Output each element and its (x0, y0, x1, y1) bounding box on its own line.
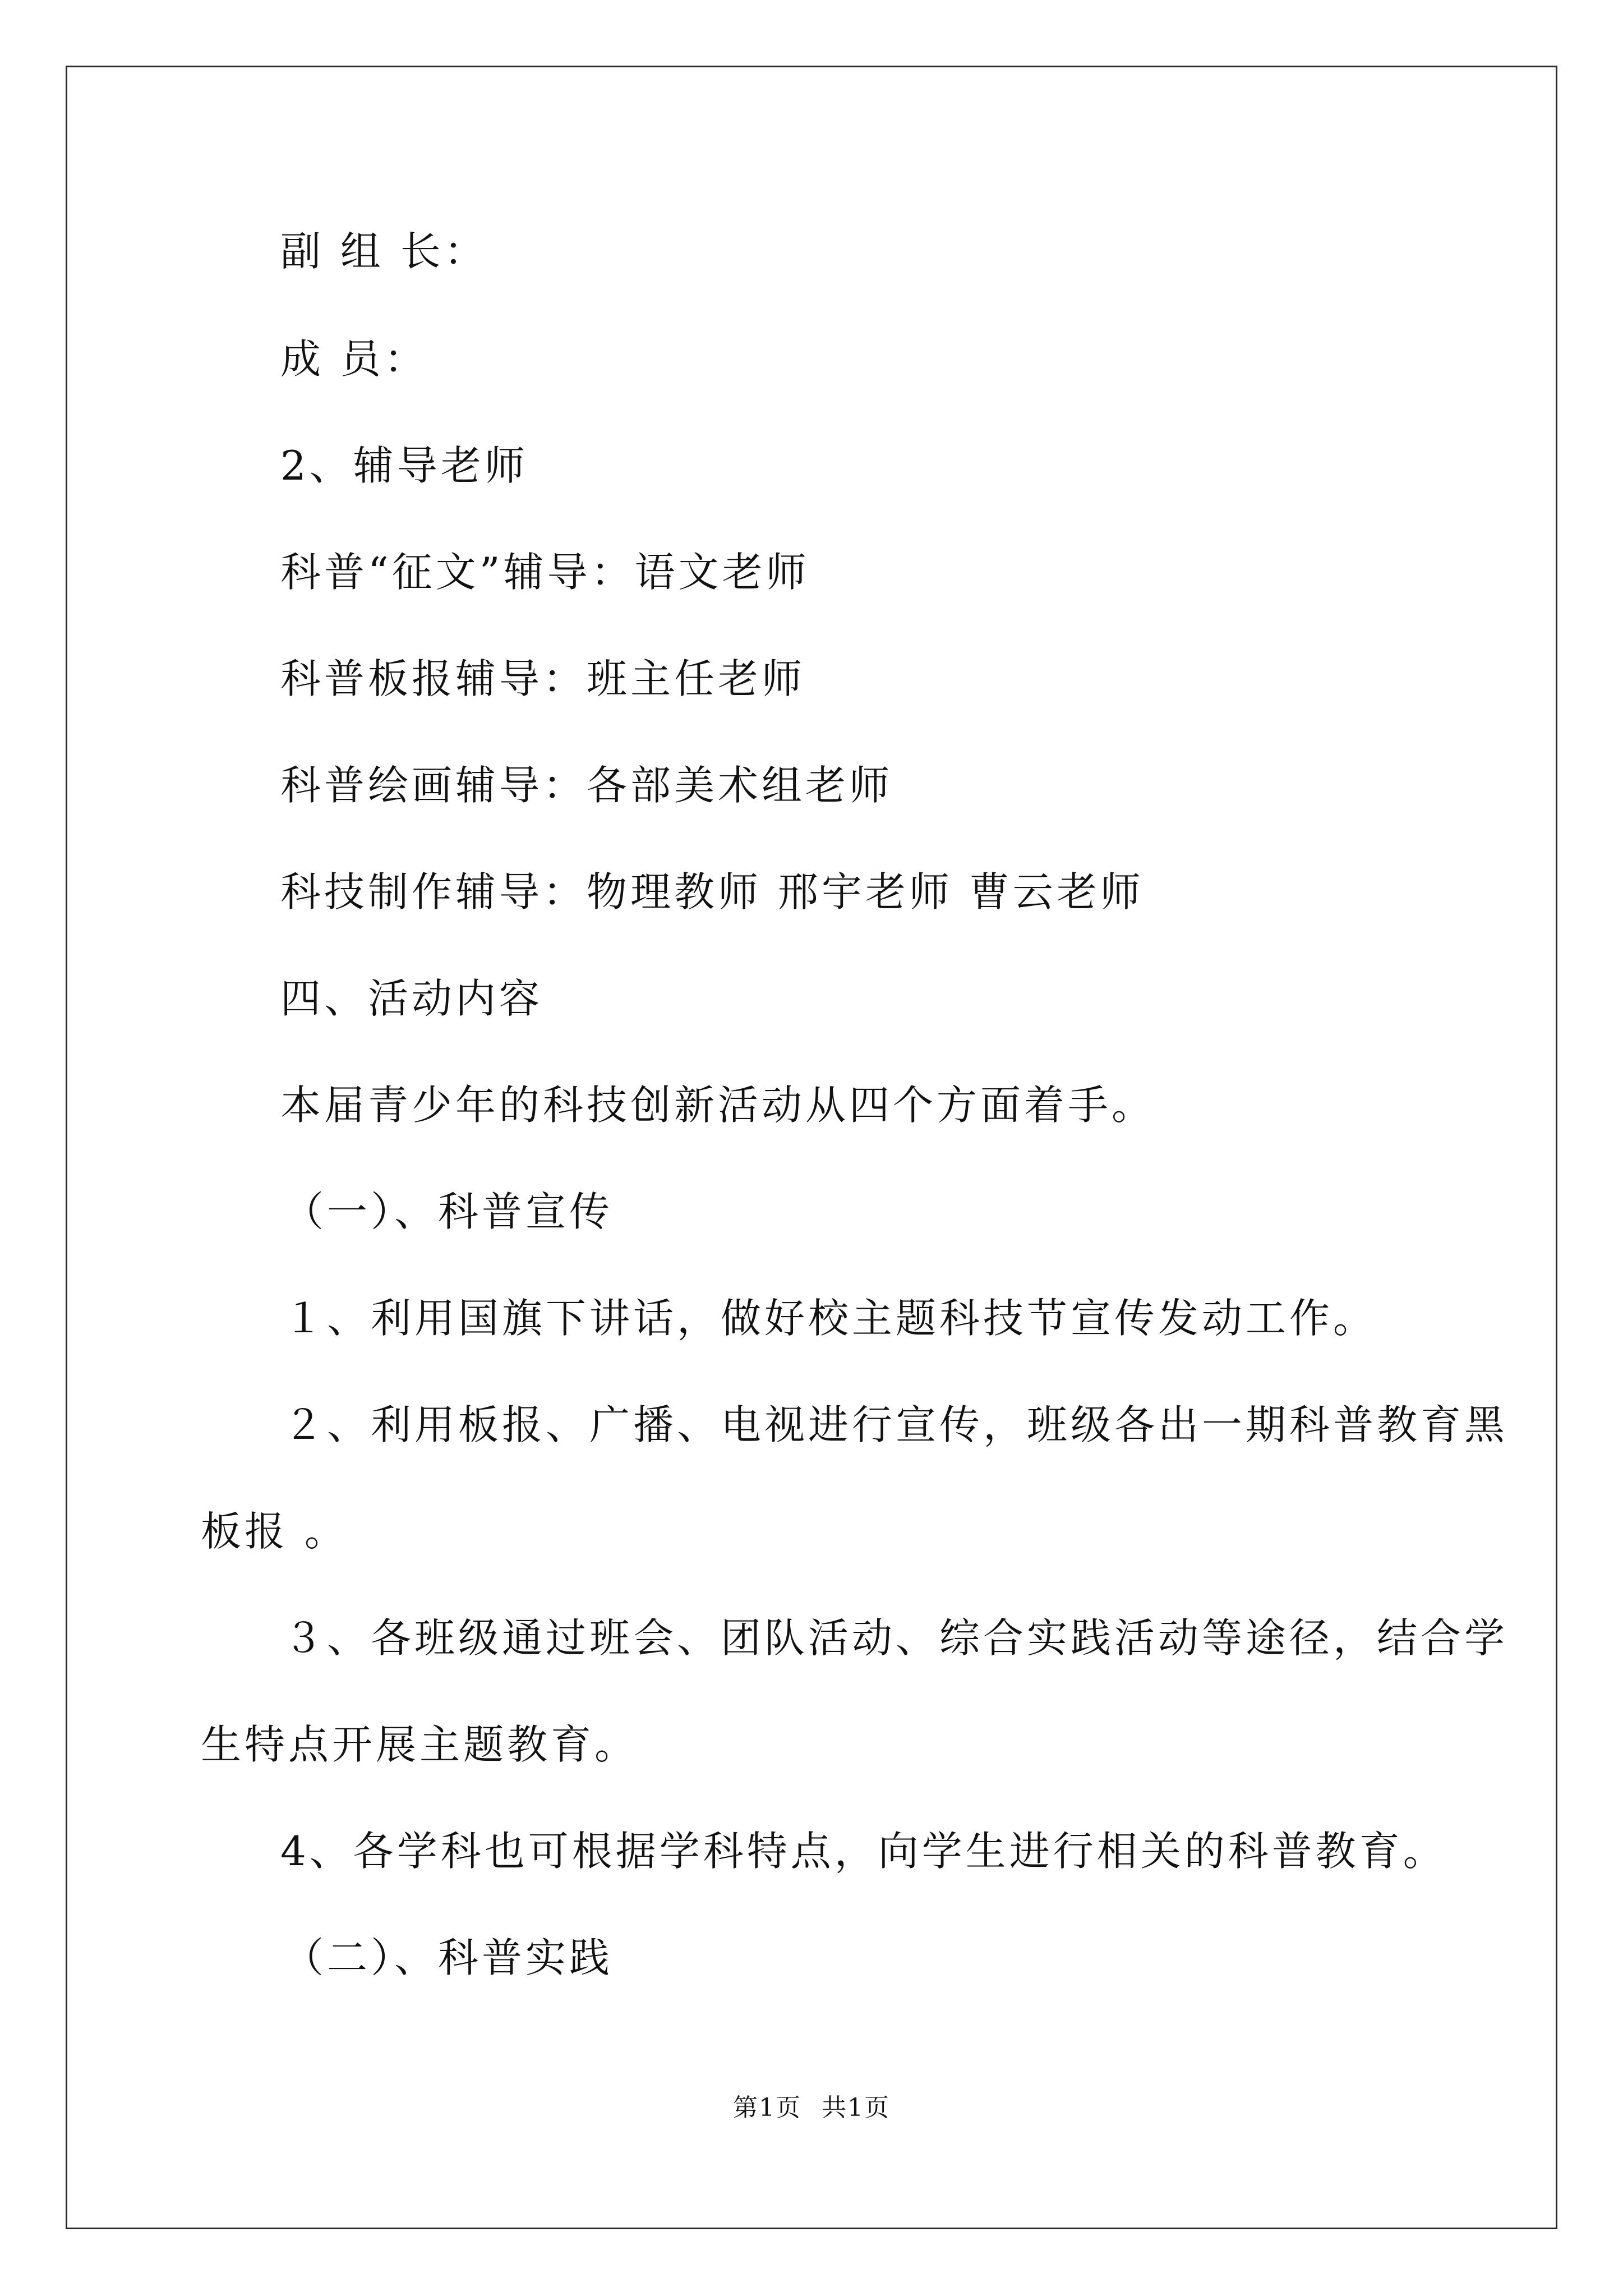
page-footer: 第1页 共1页 (733, 2093, 890, 2122)
publicity-item-3: ３、各班级通过班会、团队活动、综合实践活动等途径，结合学 (283, 1614, 1509, 1662)
tech-making-tutor-line: 科技制作辅导：物理教师 邢宇老师 曹云老师 (280, 868, 1144, 915)
page-border (66, 66, 1557, 2229)
section-activity-content-heading: 四、活动内容 (280, 975, 543, 1022)
section-teachers-heading: 2、辅导老师 (280, 442, 528, 489)
vice-leader-line: 副 组 长： (280, 228, 488, 275)
members-line: 成 员： (280, 335, 428, 383)
publicity-item-4: 4、各学科也可根据学科特点，向学生进行相关的科普教育。 (280, 1828, 1447, 1875)
blackboard-tutor-line: 科普板报辅导：班主任老师 (280, 655, 806, 702)
subsection-publicity-heading: （一）、科普宣传 (283, 1188, 614, 1235)
publicity-item-2: ２、利用板报、广播、电视进行宣传，班级各出一期科普教育黑 (283, 1401, 1509, 1448)
subsection-practice-heading: （二）、科普实践 (283, 1934, 614, 1981)
publicity-item-1: １、利用国旗下讲话，做好校主题科技节宣传发动工作。 (283, 1295, 1377, 1342)
essay-tutor-line: 科普“征文”辅导：语文老师 (280, 549, 810, 596)
activity-intro-line: 本届青少年的科技创新活动从四个方面着手。 (280, 1082, 1156, 1129)
publicity-item-2-continued: 板报 。 (201, 1508, 348, 1555)
publicity-item-3-continued: 生特点开展主题教育。 (201, 1721, 639, 1768)
painting-tutor-line: 科普绘画辅导：各部美术组老师 (280, 762, 893, 809)
